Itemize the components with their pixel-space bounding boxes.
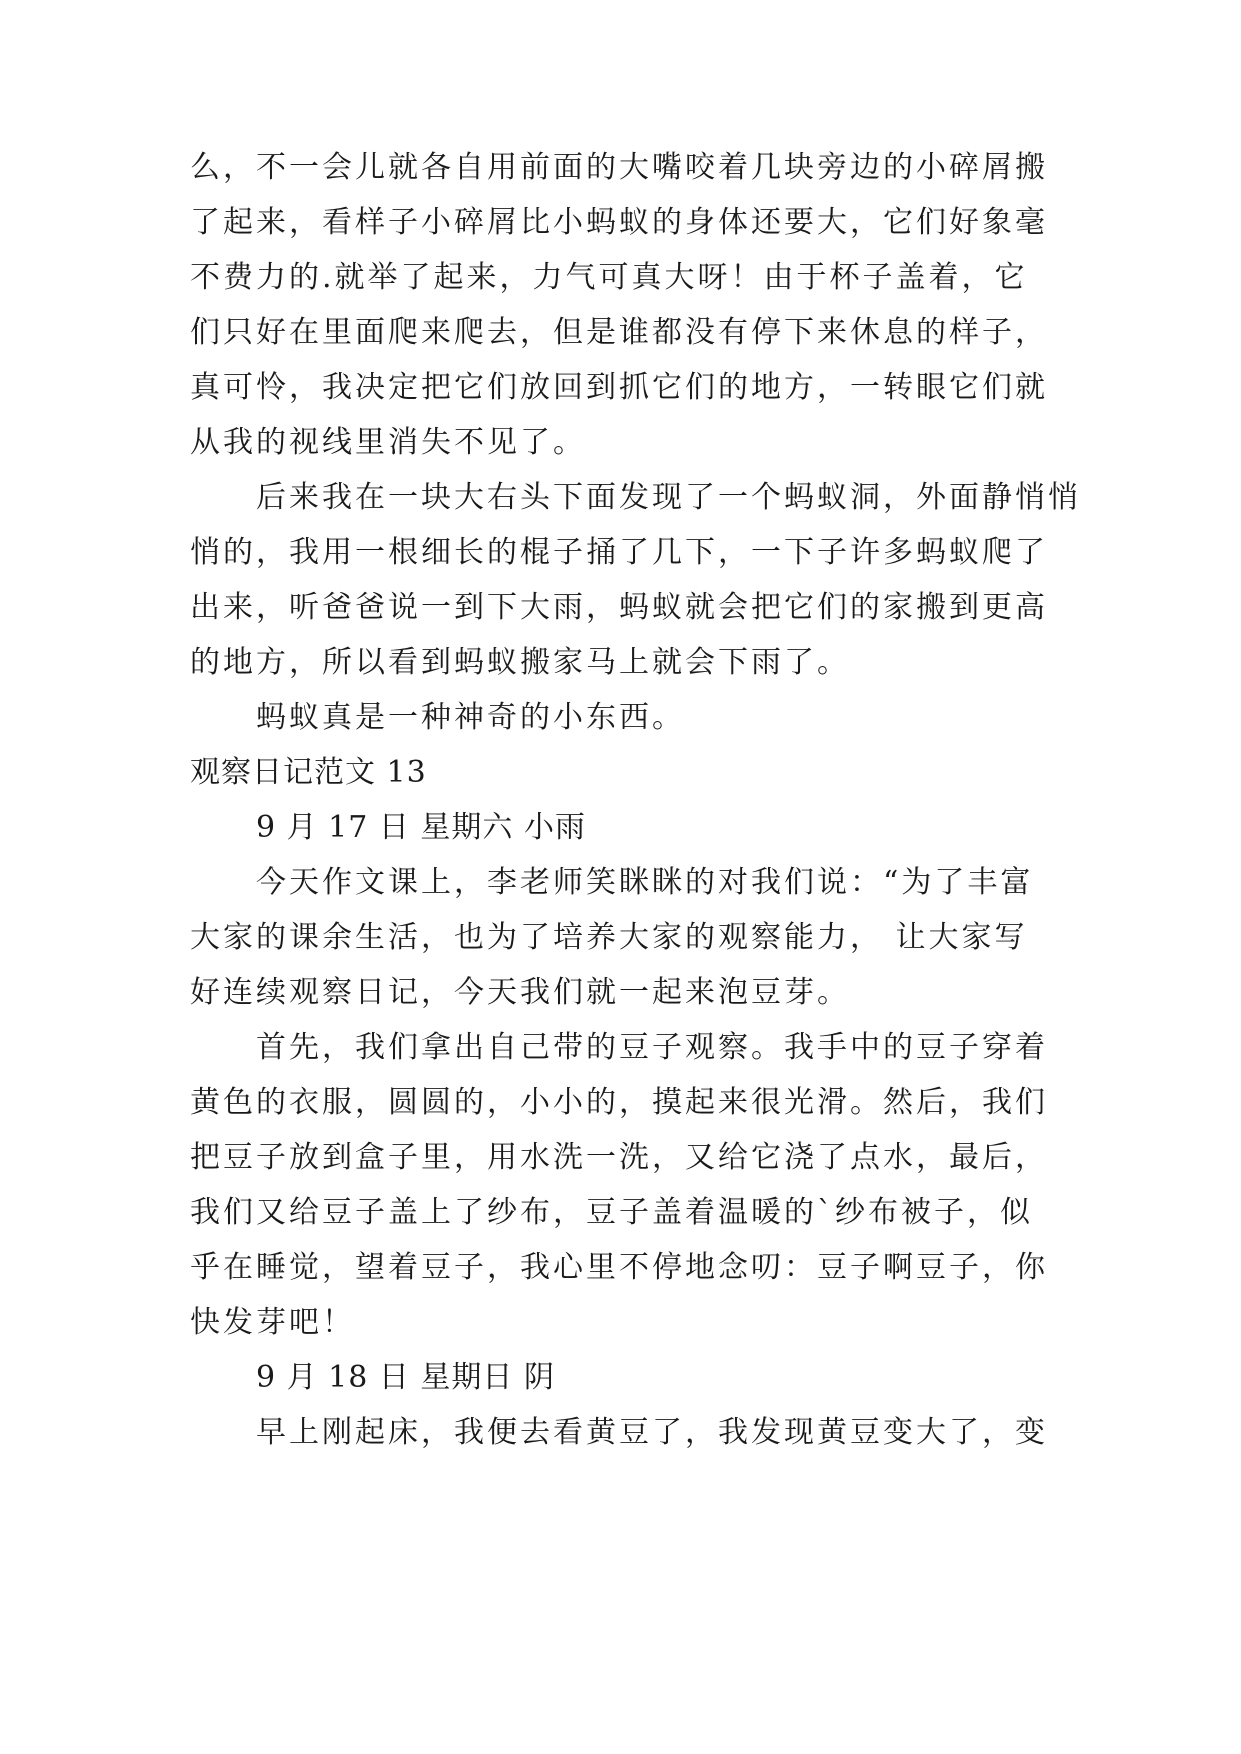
paragraph-start: 早上刚起床，我便去看黄豆了，我发现黄豆变大了，变 <box>256 1415 1048 1450</box>
text-line: 大家的课余生活，也为了培养大家的观察能力， 让大家写 <box>190 920 1028 955</box>
text-line: 黄色的衣服，圆圆的，小小的，摸起来很光滑。然后，我们 <box>190 1085 1048 1120</box>
section-heading: 观察日记范文 13 <box>190 755 427 790</box>
text-line: 好连续观察日记，今天我们就一起来泡豆芽。 <box>190 975 850 1010</box>
text-line: 不费力的.就举了起来，力气可真大呀！由于杯子盖着，它 <box>190 260 1028 295</box>
text-line: 快发芽吧！ <box>190 1305 355 1340</box>
text-line: 的地方，所以看到蚂蚁搬家马上就会下雨了。 <box>190 645 850 680</box>
text-line: 了起来，看样子小碎屑比小蚂蚁的身体还要大，它们好象毫 <box>190 205 1048 240</box>
text-line: 乎在睡觉，望着豆子，我心里不停地念叨：豆子啊豆子，你 <box>190 1250 1048 1285</box>
diary-date: 9 月 17 日 星期六 小雨 <box>256 810 586 845</box>
text-line: 真可怜，我决定把它们放回到抓它们的地方，一转眼它们就 <box>190 370 1048 405</box>
text-line: 么，不一会儿就各自用前面的大嘴咬着几块旁边的小碎屑搬 <box>190 150 1048 185</box>
text-line: 我们又给豆子盖上了纱布，豆子盖着温暖的`纱布被子，似 <box>190 1195 1033 1230</box>
paragraph-start: 蚂蚁真是一种神奇的小东西。 <box>256 700 685 735</box>
diary-date: 9 月 18 日 星期日 阴 <box>256 1360 555 1395</box>
text-line: 出来，听爸爸说一到下大雨，蚂蚁就会把它们的家搬到更高 <box>190 590 1048 625</box>
paragraph-start: 今天作文课上，李老师笑眯眯的对我们说：“为了丰富 <box>256 865 1034 900</box>
text-line: 从我的视线里消失不见了。 <box>190 425 586 460</box>
text-line: 把豆子放到盒子里，用水洗一洗，又给它浇了点水，最后， <box>190 1140 1048 1175</box>
text-line: 们只好在里面爬来爬去，但是谁都没有停下来休息的样子， <box>190 315 1048 350</box>
paragraph-start: 后来我在一块大右头下面发现了一个蚂蚁洞，外面静悄悄 <box>256 480 1081 515</box>
text-line: 悄的，我用一根细长的棍子捅了几下，一下子许多蚂蚁爬了 <box>190 535 1048 570</box>
paragraph-start: 首先，我们拿出自己带的豆子观察。我手中的豆子穿着 <box>256 1030 1048 1065</box>
